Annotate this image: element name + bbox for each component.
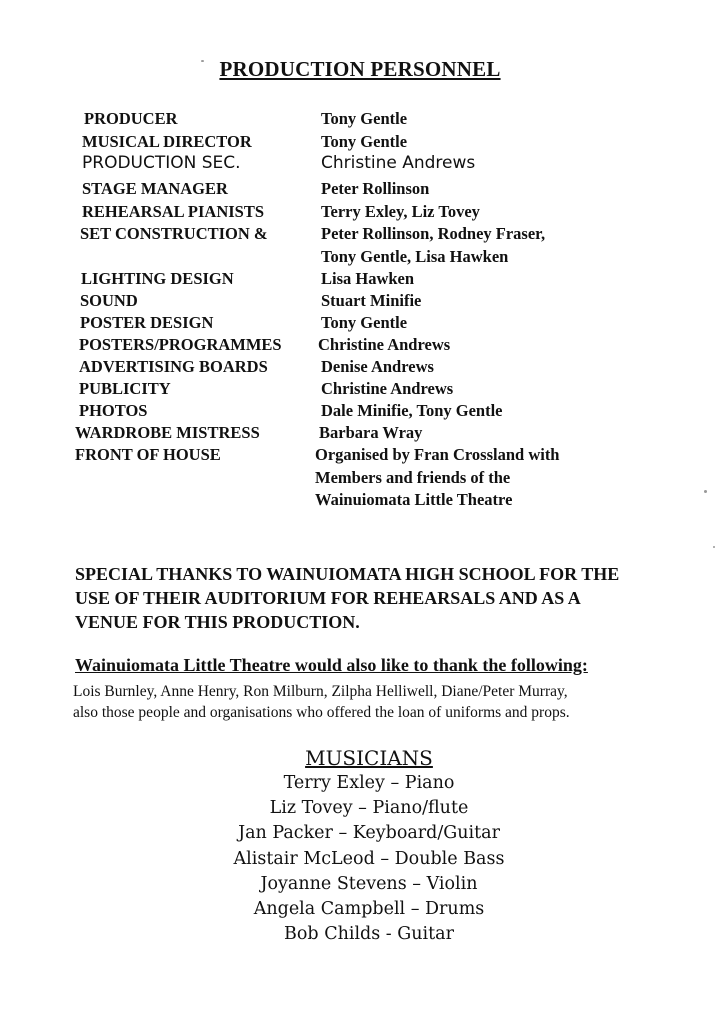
musician-entry: Joyanne Stevens – Violin — [260, 874, 478, 894]
person-name: Lisa Hawken — [321, 269, 415, 288]
role-label: LIGHTING DESIGN — [81, 269, 234, 288]
person-name: Peter Rollinson — [321, 179, 430, 198]
personnel-row — [0, 379, 720, 401]
person-name: Terry Exley, Liz Tovey — [321, 202, 480, 221]
role-label: FRONT OF HOUSE — [75, 445, 221, 464]
person-name: Tony Gentle — [321, 313, 408, 332]
musician-entry: Alistair McLeod – Double Bass — [233, 849, 505, 869]
person-name: Denise Andrews — [321, 357, 434, 376]
personnel-row — [0, 247, 720, 269]
role-label: WARDROBE MISTRESS — [75, 423, 260, 442]
role-label: PRODUCTION SEC. — [82, 153, 241, 173]
person-name: Christine Andrews — [321, 153, 476, 173]
role-label: ADVERTISING BOARDS — [79, 357, 268, 376]
person-name: Peter Rollinson, Rodney Fraser, — [321, 224, 546, 243]
thanks-line: Lois Burnley, Anne Henry, Ron Milburn, Zilpha Helliwell, Diane/Peter Murray, — [73, 683, 568, 700]
special-thanks-line: USE OF THEIR AUDITORIUM FOR REHEARSALS AND AS A — [75, 588, 581, 608]
special-thanks-line: SPECIAL THANKS TO WAINUIOMATA HIGH SCHOOL FOR THE — [75, 564, 620, 584]
musician-entry: Liz Tovey – Piano/flute — [269, 798, 469, 818]
personnel-row — [0, 109, 720, 131]
personnel-row — [0, 335, 720, 357]
person-name: Christine Andrews — [321, 379, 454, 398]
person-name: Dale Minifie, Tony Gentle — [321, 401, 503, 420]
role-label: POSTERS/PROGRAMMES — [79, 335, 282, 354]
personnel-row — [0, 468, 720, 490]
person-name: Tony Gentle, Lisa Hawken — [321, 247, 509, 266]
personnel-row — [0, 269, 720, 291]
musician-entry: Angela Campbell – Drums — [253, 899, 485, 919]
personnel-row — [0, 202, 720, 224]
person-name: Barbara Wray — [319, 423, 423, 442]
person-name: Members and friends of the — [315, 468, 511, 487]
role-label: STAGE MANAGER — [82, 179, 228, 198]
personnel-row — [0, 401, 720, 423]
person-name: Wainuiomata Little Theatre — [315, 490, 513, 509]
role-label: SOUND — [80, 291, 138, 310]
thanks-line: also those people and organisations who offered the loan of uniforms and props. — [73, 704, 570, 721]
person-name: Tony Gentle — [321, 132, 408, 151]
role-label: PHOTOS — [79, 401, 148, 420]
musician-entry: Terry Exley – Piano — [283, 773, 455, 793]
role-label: PUBLICITY — [79, 379, 171, 398]
personnel-row — [0, 423, 720, 445]
person-name: Tony Gentle — [321, 109, 408, 128]
personnel-row — [0, 224, 720, 246]
person-name: Stuart Minifie — [321, 291, 422, 310]
musicians-title: MUSICIANS — [305, 746, 433, 770]
role-label: POSTER DESIGN — [80, 313, 214, 332]
personnel-row — [0, 179, 720, 201]
personnel-row — [0, 291, 720, 313]
role-label: PRODUCER — [84, 109, 178, 128]
thanks-heading: Wainuiomata Little Theatre would also like to thank the following: — [75, 655, 588, 675]
role-label: REHEARSAL PIANISTS — [82, 202, 265, 221]
special-thanks — [75, 562, 720, 634]
personnel-row — [0, 153, 720, 175]
thanks-body — [73, 681, 718, 723]
musician-entry: Bob Childs - Guitar — [284, 924, 454, 944]
scan-speck — [713, 546, 715, 548]
person-name: Organised by Fran Crossland with — [315, 445, 560, 464]
musician-entry: Jan Packer – Keyboard/Guitar — [238, 823, 500, 843]
personnel-row — [0, 132, 720, 154]
personnel-row — [0, 490, 720, 512]
special-thanks-line: VENUE FOR THIS PRODUCTION. — [75, 612, 360, 632]
role-label: MUSICAL DIRECTOR — [82, 132, 252, 151]
person-name: Christine Andrews — [318, 335, 451, 354]
personnel-row — [0, 313, 720, 335]
personnel-row — [0, 357, 720, 379]
page-title: PRODUCTION PERSONNEL — [219, 57, 501, 81]
personnel-row — [0, 445, 720, 467]
role-label: SET CONSTRUCTION & — [80, 224, 268, 243]
